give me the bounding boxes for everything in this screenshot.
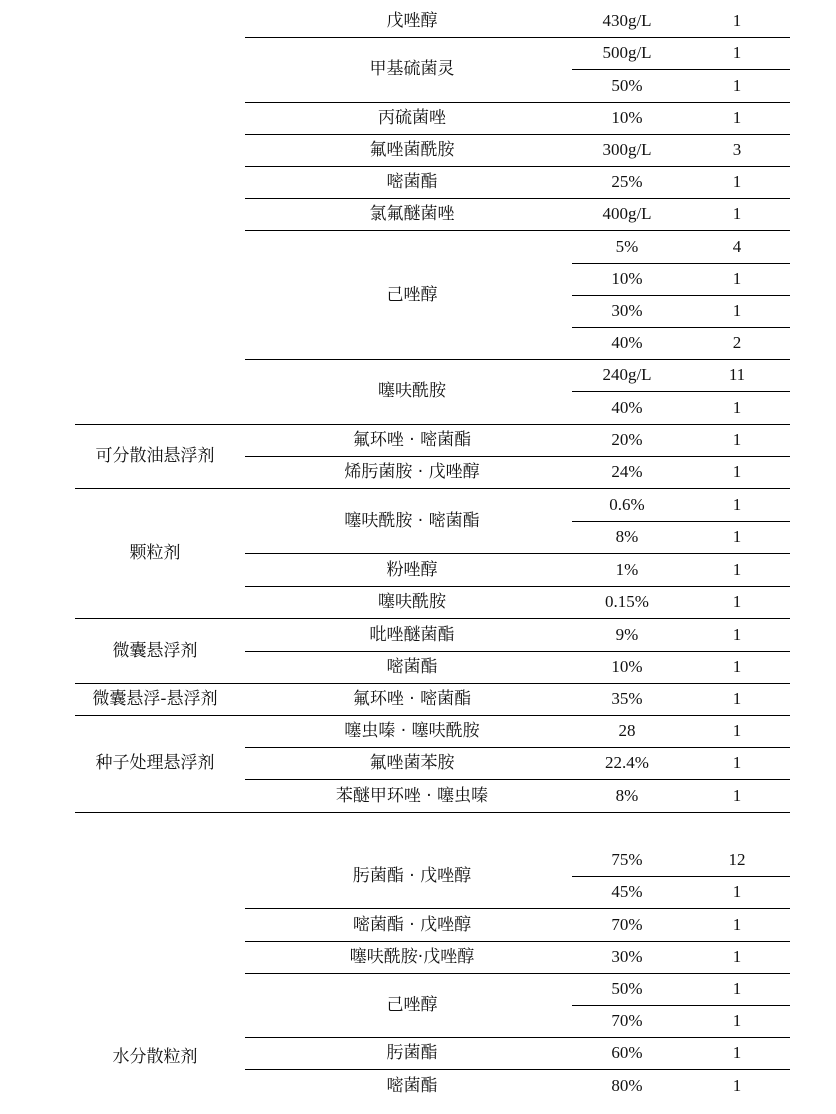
count-cell: 1	[732, 430, 742, 450]
content-cell: 400g/L	[602, 204, 652, 224]
count-cell: 1	[732, 75, 742, 95]
ingredient-cell: 烯肟菌胺 · 戊唑醇	[344, 462, 480, 483]
ingredient-divider	[245, 1069, 790, 1070]
ingredient-cell: 苯醚甲环唑 · 噻虫嗪	[335, 785, 489, 806]
count-cell: 1	[732, 43, 742, 63]
ingredient-divider	[245, 102, 790, 103]
ingredient-divider	[245, 37, 790, 38]
ingredient-divider	[245, 779, 790, 780]
content-cell: 70%	[611, 1011, 643, 1031]
section-divider	[75, 812, 790, 813]
ingredient-divider	[245, 230, 790, 231]
ingredient-cell: 肟菌酯 · 戊唑醇	[352, 866, 472, 887]
count-cell: 1	[732, 591, 742, 611]
content-cell: 240g/L	[602, 365, 652, 385]
count-cell: 1	[732, 268, 742, 288]
count-cell: 1	[732, 1011, 742, 1031]
ingredient-divider	[245, 651, 790, 652]
ingredient-divider	[245, 134, 790, 135]
ingredient-cell: 氟唑菌苯胺	[369, 753, 455, 774]
content-cell: 50%	[611, 978, 643, 998]
count-cell: 1	[732, 300, 742, 320]
ingredient-cell: 噻呋酰胺	[378, 591, 446, 612]
count-cell: 1	[732, 559, 742, 579]
count-cell: 1	[732, 721, 742, 741]
count-cell: 1	[732, 204, 742, 224]
content-cell: 25%	[611, 172, 643, 192]
section-divider	[75, 424, 790, 425]
content-cell: 1%	[615, 559, 639, 579]
ingredient-divider	[245, 553, 790, 554]
content-cell: 75%	[611, 850, 643, 870]
ingredient-divider	[245, 359, 790, 360]
content-cell: 10%	[611, 657, 643, 677]
content-cell: 0.6%	[609, 495, 645, 515]
ingredient-cell: 肟菌酯	[386, 1043, 438, 1064]
formulation-cell: 水分散粒剂	[112, 1047, 198, 1067]
content-cell: 9%	[615, 625, 639, 645]
ingredient-cell: 氟环唑 · 嘧菌酯	[352, 430, 472, 451]
ingredient-divider	[245, 747, 790, 748]
ingredient-cell: 甲基硫菌灵	[369, 59, 455, 80]
count-cell: 1	[732, 946, 742, 966]
content-cell: 430g/L	[602, 11, 652, 31]
formulation-cell: 微囊悬浮剂	[112, 641, 198, 662]
ingredient-divider	[245, 456, 790, 457]
count-cell: 11	[728, 365, 746, 385]
content-cell: 22.4%	[605, 753, 649, 773]
count-cell: 1	[732, 785, 742, 805]
ingredient-cell: 噻虫嗪 · 噻呋酰胺	[344, 721, 480, 742]
ingredient-cell: 己唑醇	[386, 284, 438, 305]
count-cell: 1	[732, 527, 742, 547]
ingredient-cell: 己唑醇	[386, 995, 438, 1015]
content-cell: 500g/L	[602, 43, 652, 63]
ingredient-divider	[245, 166, 790, 167]
count-cell: 1	[732, 397, 742, 417]
content-cell: 5%	[615, 236, 639, 256]
count-cell: 1	[732, 914, 742, 934]
count-cell: 1	[732, 172, 742, 192]
ingredient-cell: 嘧菌酯	[386, 657, 438, 678]
count-cell: 1	[732, 107, 742, 127]
count-cell: 1	[732, 495, 742, 515]
ingredient-divider	[245, 586, 790, 587]
count-cell: 12	[728, 850, 746, 870]
content-cell: 80%	[611, 1075, 643, 1095]
content-cell: 70%	[611, 914, 643, 934]
section-divider	[75, 715, 790, 716]
content-cell: 0.15%	[605, 591, 649, 611]
row-divider	[572, 263, 790, 264]
ingredient-divider	[245, 198, 790, 199]
count-cell: 1	[732, 462, 742, 482]
content-cell: 10%	[611, 268, 643, 288]
content-cell: 28	[618, 721, 636, 741]
ingredient-divider	[245, 941, 790, 942]
ingredient-cell: 噻呋酰胺·戊唑醇	[349, 946, 475, 967]
ingredient-cell: 嘧菌酯	[386, 1075, 438, 1096]
row-divider	[572, 69, 790, 70]
count-cell: 1	[732, 625, 742, 645]
content-cell: 20%	[611, 430, 643, 450]
content-cell: 60%	[611, 1043, 643, 1063]
ingredient-cell: 氯氟醚菌唑	[369, 204, 455, 225]
formulation-cell: 种子处理悬浮剂	[95, 753, 215, 774]
content-cell: 30%	[611, 946, 643, 966]
content-cell: 8%	[615, 527, 639, 547]
count-cell: 1	[732, 689, 742, 709]
count-cell: 1	[732, 657, 742, 677]
count-cell: 1	[732, 882, 742, 902]
row-divider	[572, 1005, 790, 1006]
row-divider	[572, 521, 790, 522]
section-divider	[75, 488, 790, 489]
content-cell: 40%	[611, 397, 643, 417]
ingredient-cell: 噻呋酰胺 · 嘧菌酯	[344, 511, 480, 532]
section-divider	[75, 618, 790, 619]
ingredient-cell: 丙硫菌唑	[378, 107, 446, 128]
formulation-cell: 颗粒剂	[129, 543, 181, 564]
ingredient-cell: 吡唑醚菌酯	[369, 625, 455, 646]
count-cell: 4	[732, 236, 742, 256]
row-divider	[572, 327, 790, 328]
ingredient-cell: 氟唑菌酰胺	[369, 139, 455, 160]
content-cell: 45%	[611, 882, 643, 902]
count-cell: 1	[732, 11, 742, 31]
ingredient-cell: 戊唑醇	[386, 11, 438, 32]
formulation-cell: 可分散油悬浮剂	[95, 446, 215, 467]
row-divider	[572, 295, 790, 296]
count-cell: 1	[732, 1043, 742, 1063]
row-divider	[572, 876, 790, 877]
ingredient-cell: 嘧菌酯 · 戊唑醇	[352, 914, 472, 935]
ingredient-divider	[245, 1037, 790, 1038]
content-cell: 30%	[611, 300, 643, 320]
content-cell: 10%	[611, 107, 643, 127]
content-cell: 24%	[611, 462, 643, 482]
content-cell: 300g/L	[602, 139, 652, 159]
ingredient-cell: 氟环唑 · 嘧菌酯	[352, 689, 472, 710]
content-cell: 40%	[611, 333, 643, 353]
formulation-cell: 微囊悬浮-悬浮剂	[92, 689, 218, 710]
section-divider	[75, 683, 790, 684]
count-cell: 1	[732, 1075, 742, 1095]
count-cell: 1	[732, 978, 742, 998]
count-cell: 1	[732, 753, 742, 773]
content-cell: 8%	[615, 785, 639, 805]
ingredient-cell: 噻呋酰胺	[378, 381, 446, 402]
count-cell: 2	[732, 333, 742, 353]
ingredient-cell: 嘧菌酯	[386, 172, 438, 193]
ingredient-divider	[245, 973, 790, 974]
count-cell: 3	[732, 139, 742, 159]
ingredient-divider	[245, 908, 790, 909]
row-divider	[572, 391, 790, 392]
ingredient-cell: 粉唑醇	[386, 559, 438, 580]
content-cell: 50%	[611, 75, 643, 95]
content-cell: 35%	[611, 689, 643, 709]
